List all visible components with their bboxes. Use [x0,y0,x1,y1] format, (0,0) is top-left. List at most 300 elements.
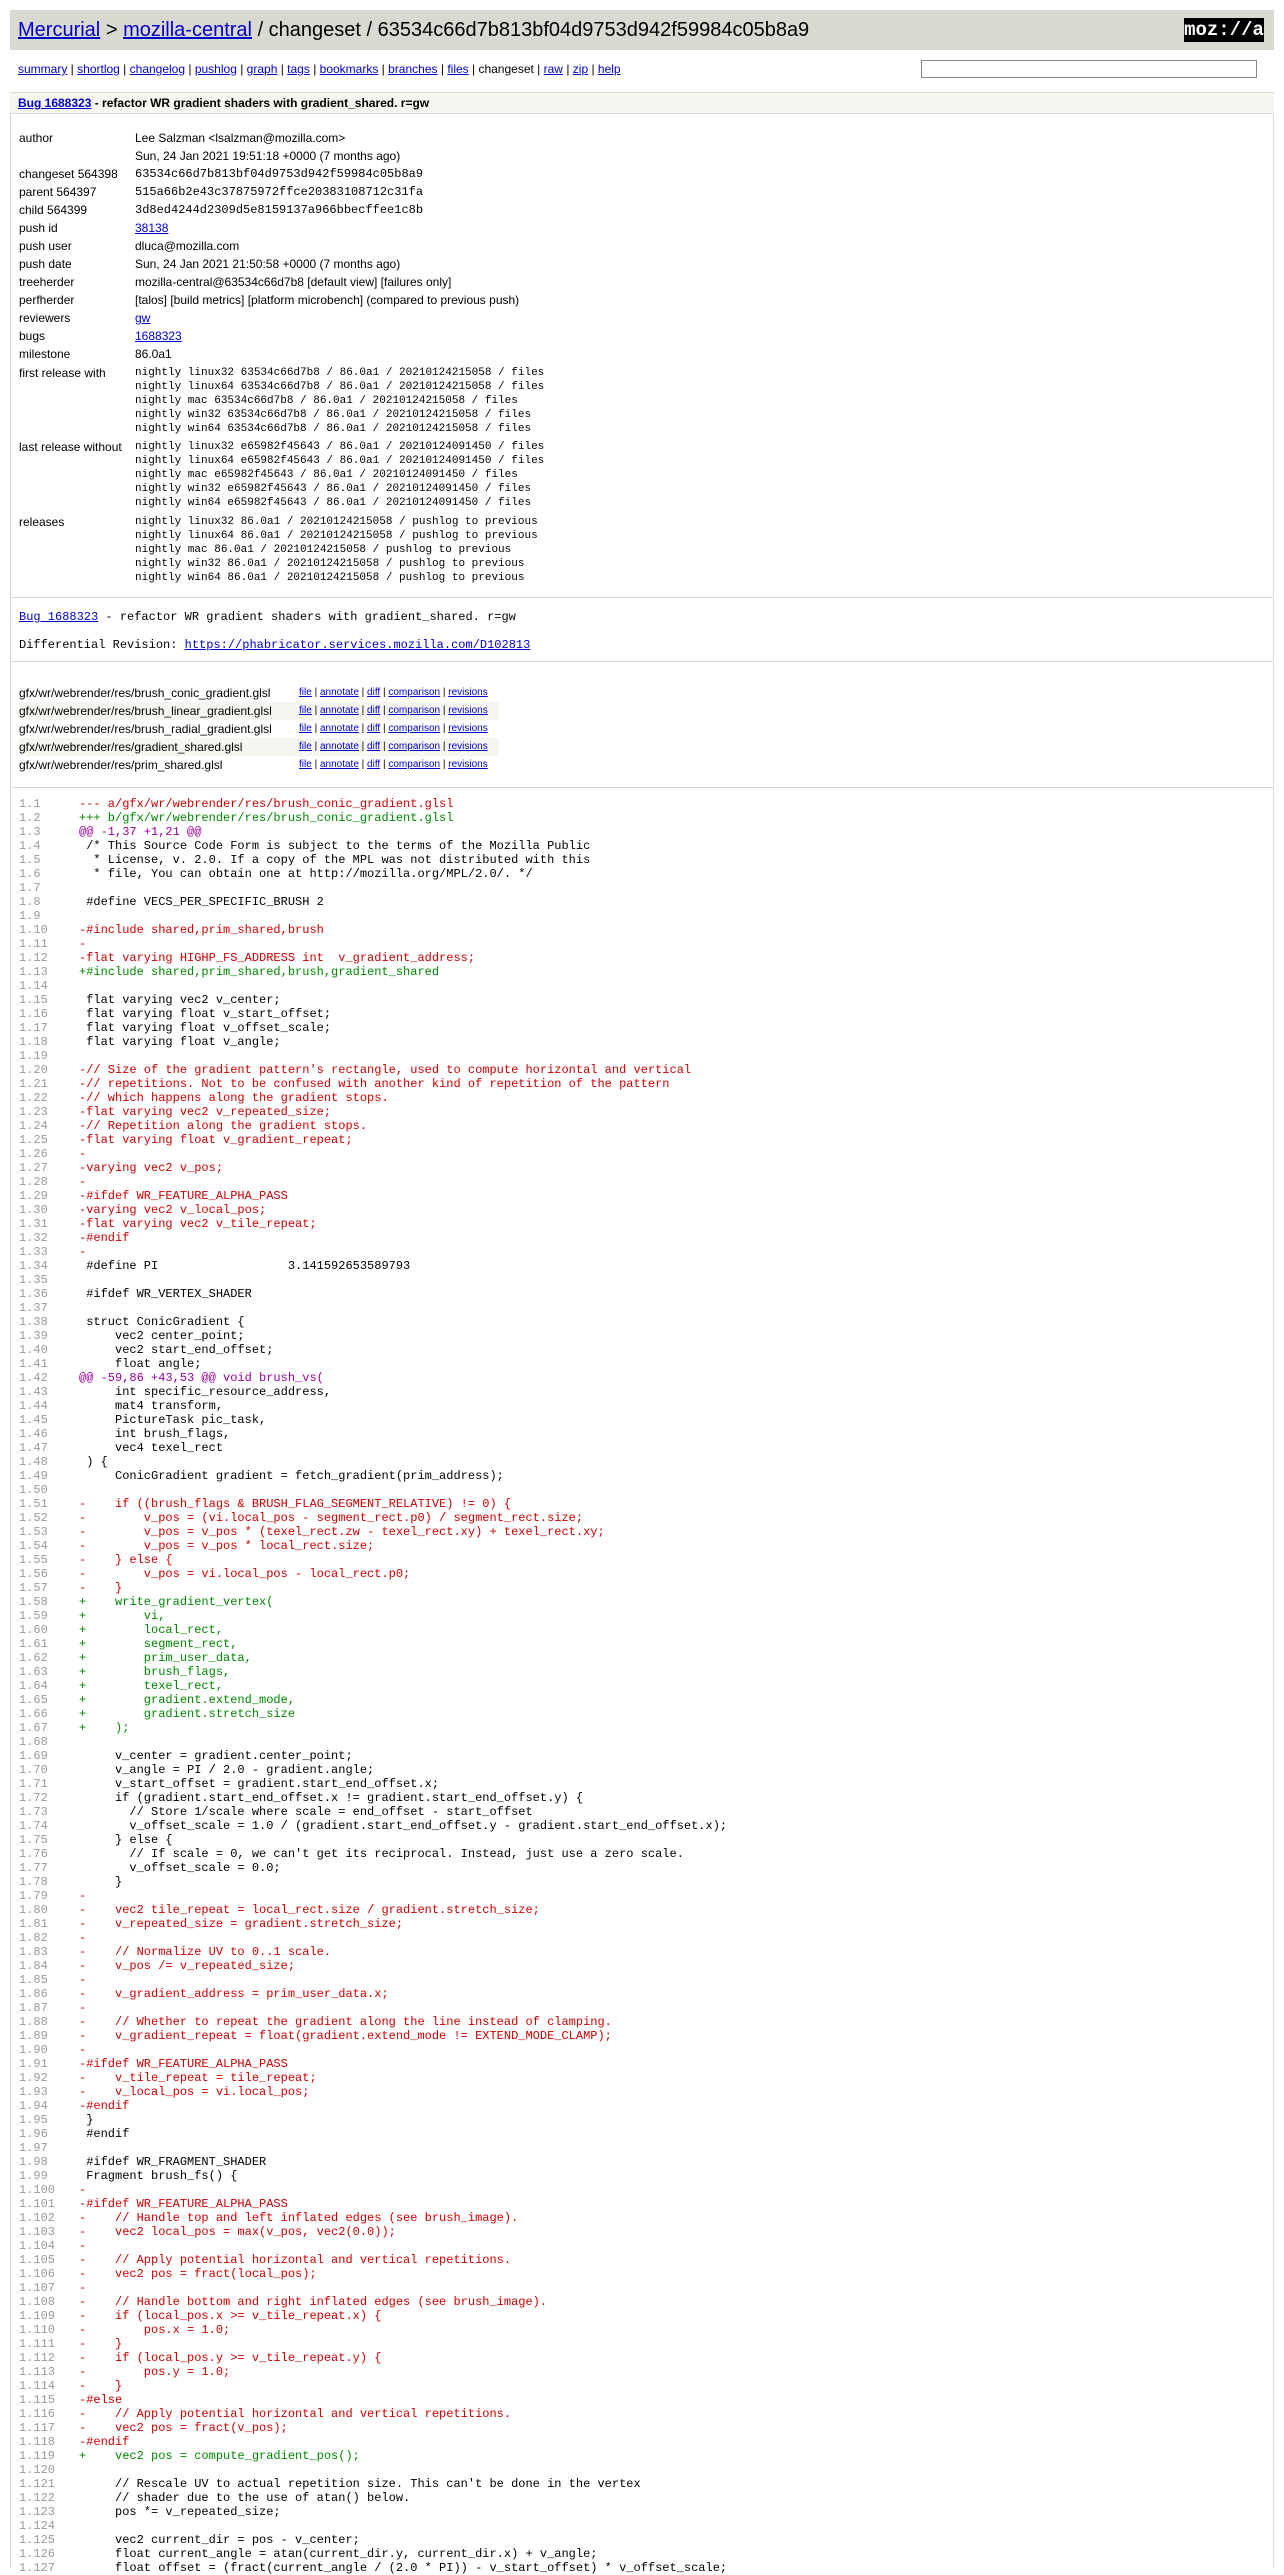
mozilla-logo[interactable]: moz://a [1184,19,1264,41]
search-input[interactable] [921,60,1257,78]
line-number[interactable]: 1.122 [19,2491,56,2505]
line-number[interactable]: 1.91 [19,2057,48,2071]
line-number[interactable]: 1.35 [19,1273,48,1287]
diff-line [19,965,727,979]
line-number[interactable]: 1.94 [19,2099,48,2113]
line-number[interactable]: 1.75 [19,1833,48,1847]
line-number[interactable]: 1.100 [19,2183,56,2197]
line-text: + local_rect, [79,1623,224,1637]
diff-line [19,1581,727,1595]
line-number[interactable]: 1.44 [19,1399,48,1413]
diff-line [19,1931,727,1945]
file-link-diff[interactable]: diff [367,687,381,698]
line-number[interactable]: 1.69 [19,1749,48,1763]
line-number[interactable]: 1.63 [19,1665,48,1679]
first-release-text: nightly win64 63534c66d7b8 / 86.0a1 / 20210124215058 / files [135,423,532,435]
line-number[interactable]: 1.120 [19,2463,56,2477]
nav-link-raw[interactable]: raw [543,62,563,76]
line-text: -varying vec2 v_local_pos; [79,1203,267,1217]
line-text: - [79,2001,87,2015]
meta-value[interactable]: 1688323 [135,329,182,343]
line-number[interactable]: 1.9 [19,909,41,923]
diff-line [19,1875,727,1889]
nav-link-bookmarks[interactable]: bookmarks [319,62,379,76]
diff-line [19,2505,727,2519]
file-link-comparison[interactable]: comparison [388,723,441,734]
page-header [10,10,1274,50]
diff-line [19,1413,727,1427]
subject-bug-link[interactable]: Bug 1688323 [18,96,92,110]
line-number[interactable]: 1.64 [19,1679,48,1693]
line-number[interactable]: 1.125 [19,2533,56,2547]
link-separator: | [380,723,389,734]
diff-line [19,1917,727,1931]
line-number[interactable]: 1.32 [19,1231,48,1245]
line-number[interactable]: 1.43 [19,1385,48,1399]
file-link-annotate[interactable]: annotate [319,723,359,734]
line-number[interactable]: 1.21 [19,1077,48,1091]
line-number[interactable]: 1.104 [19,2239,56,2253]
line-number[interactable]: 1.30 [19,1203,48,1217]
diff-line [19,2547,727,2561]
last-release-label: last release without [19,440,122,454]
line-text: -#include shared,prim_shared,brush [79,923,324,937]
line-number[interactable]: 1.77 [19,1861,48,1875]
file-link-comparison[interactable]: comparison [388,705,441,716]
line-number[interactable]: 1.49 [19,1469,48,1483]
line-text: // Store 1/scale where scale = end_offset - start_offset [79,1805,533,1819]
line-number[interactable]: 1.85 [19,1973,48,1987]
line-number[interactable]: 1.95 [19,2113,48,2127]
nav-link-tags[interactable]: tags [287,62,310,76]
line-number[interactable]: 1.102 [19,2211,56,2225]
line-text: - v_gradient_repeat = float(gradient.extend_mode != EXTEND_MODE_CLAMP); [79,2029,612,2043]
line-number[interactable]: 1.19 [19,1049,48,1063]
diff-line [19,2029,727,2043]
line-number[interactable]: 1.97 [19,2141,48,2155]
diff-line [19,2351,727,2365]
diff-line [19,1133,727,1147]
line-number[interactable]: 1.96 [19,2127,48,2141]
diff-line [19,2225,727,2239]
diff-line [19,2183,727,2197]
file-link-diff[interactable]: diff [367,741,381,752]
nav-link-summary[interactable]: summary [18,62,68,76]
title-separator: > [105,19,118,41]
line-number[interactable]: 1.57 [19,1581,48,1595]
file-link-file[interactable]: file [299,759,312,770]
line-number[interactable]: 1.17 [19,1021,48,1035]
line-number[interactable]: 1.101 [19,2197,56,2211]
line-number[interactable]: 1.16 [19,1007,48,1021]
releases-label: releases [19,515,65,529]
line-text: - [79,1147,87,1161]
line-number[interactable]: 1.66 [19,1707,48,1721]
file-link-file[interactable]: file [299,723,312,734]
line-number[interactable]: 1.31 [19,1217,48,1231]
file-link-file[interactable]: file [299,705,312,716]
diff-line [19,1343,727,1357]
line-number[interactable]: 1.117 [19,2421,56,2435]
repo-link[interactable]: mozilla-central [123,19,252,41]
meta-label: bugs [19,329,46,343]
line-number[interactable]: 1.28 [19,1175,48,1189]
line-number[interactable]: 1.103 [19,2225,56,2239]
line-number[interactable]: 1.92 [19,2071,48,2085]
line-number[interactable]: 1.87 [19,2001,48,2015]
file-link-annotate[interactable]: annotate [319,705,359,716]
line-number[interactable]: 1.79 [19,1889,48,1903]
meta-label: push user [19,239,72,253]
meta-value: 86.0a1 [135,347,172,361]
nav-link-graph[interactable]: graph [246,62,278,76]
line-number[interactable]: 1.114 [19,2379,56,2393]
line-number[interactable]: 1.115 [19,2393,56,2407]
line-number[interactable]: 1.111 [19,2337,56,2351]
diff-line [19,2477,727,2491]
differential-revision [19,638,530,652]
line-number[interactable]: 1.123 [19,2505,56,2519]
nav-separator: | [588,62,598,76]
diff-line [19,1945,727,1959]
line-number[interactable]: 1.65 [19,1693,48,1707]
line-number[interactable]: 1.10 [19,923,48,937]
line-text: + gradient.extend_mode, [79,1693,296,1707]
line-text: #define VECS_PER_SPECIFIC_BRUSH 2 [79,895,324,909]
diff-line [19,1651,727,1665]
nav-link-help[interactable]: help [597,62,621,76]
diff-line [19,951,727,965]
diff-line [19,2519,727,2533]
line-number[interactable]: 1.118 [19,2435,56,2449]
line-number[interactable]: 1.109 [19,2309,56,2323]
meta-value[interactable]: gw [135,311,151,325]
diff-line [19,1483,727,1497]
line-number[interactable]: 1.67 [19,1721,48,1735]
diff-line [19,2561,727,2575]
line-number[interactable]: 1.36 [19,1287,48,1301]
diff-line [19,2141,727,2155]
diff-line [19,1385,727,1399]
file-name: gfx/wr/webrender/res/prim_shared.glsl [19,758,223,772]
line-number[interactable]: 1.34 [19,1259,48,1273]
line-number[interactable]: 1.13 [19,965,48,979]
line-text: --- a/gfx/wr/webrender/res/brush_conic_gradient.glsl [79,797,454,811]
diff-line [19,1889,727,1903]
nav-link-files[interactable]: files [447,62,469,76]
diff-line [19,993,727,1007]
file-link-diff[interactable]: diff [367,723,381,734]
nav-link-changelog[interactable]: changelog [129,62,186,76]
link-separator: | [311,687,320,698]
line-text: -flat varying vec2 v_repeated_size; [79,1105,332,1119]
diff-line [19,2099,727,2113]
diff-line [19,1371,727,1385]
line-number[interactable]: 1.8 [19,895,41,909]
nav-separator: | [119,62,130,76]
nav-link-pushlog[interactable]: pushlog [194,62,237,76]
line-number[interactable]: 1.48 [19,1455,48,1469]
page-title [18,18,809,42]
line-number[interactable]: 1.62 [19,1651,48,1665]
file-link-comparison[interactable]: comparison [388,687,441,698]
line-text: - if (local_pos.x >= v_tile_repeat.x) { [79,2309,382,2323]
line-text: + ); [79,1721,130,1735]
diff-line [19,811,727,825]
line-number[interactable]: 1.119 [19,2449,56,2463]
nav-separator: | [378,62,389,76]
line-number[interactable]: 1.25 [19,1133,48,1147]
line-number[interactable]: 1.22 [19,1091,48,1105]
diff-line [19,2323,727,2337]
line-text: - [79,1245,87,1259]
file-link-file[interactable]: file [299,741,312,752]
line-text: - v_tile_repeat = tile_repeat; [79,2071,317,2085]
line-text [79,1483,86,1497]
line-text: -#endif [79,2099,130,2113]
line-text: flat varying vec2 v_center; [79,993,281,1007]
line-number[interactable]: 1.90 [19,2043,48,2057]
line-text: - vec2 pos = fract(v_pos); [79,2421,288,2435]
file-link-diff[interactable]: diff [367,759,381,770]
meta-value[interactable]: 38138 [135,221,169,235]
diff-line [19,1455,727,1469]
line-text: - v_pos = v_pos * local_rect.size; [79,1539,375,1553]
file-link-revisions[interactable]: revisions [448,759,488,770]
line-number[interactable]: 1.76 [19,1847,48,1861]
diff-line [19,2435,727,2449]
first-release-text: nightly linux32 63534c66d7b8 / 86.0a1 / 20210124215058 / files [135,367,545,379]
diff-line [19,2463,727,2477]
diff-line [19,2211,727,2225]
nav-link-zip[interactable]: zip [572,62,589,76]
line-number[interactable]: 1.51 [19,1497,48,1511]
line-number[interactable]: 1.55 [19,1553,48,1567]
line-number[interactable]: 1.112 [19,2351,56,2365]
line-text: /* This Source Code Form is subject to the terms of the Mozilla Public [79,839,591,853]
line-number[interactable]: 1.45 [19,1413,48,1427]
diff-line [19,1203,727,1217]
first-release-text: nightly linux64 63534c66d7b8 / 86.0a1 / 20210124215058 / files [135,381,545,393]
line-number[interactable]: 1.4 [19,839,41,853]
diff-line [19,1119,727,1133]
line-number[interactable]: 1.80 [19,1903,48,1917]
line-text: } else { [79,1833,173,1847]
line-number[interactable]: 1.113 [19,2365,56,2379]
line-number[interactable]: 1.38 [19,1315,48,1329]
line-number[interactable]: 1.41 [19,1357,48,1371]
line-number[interactable]: 1.12 [19,951,48,965]
line-number[interactable]: 1.5 [19,853,41,867]
file-link-comparison[interactable]: comparison [388,759,441,770]
line-number[interactable]: 1.6 [19,867,41,881]
line-text: #endif [79,2127,130,2141]
line-number[interactable]: 1.108 [19,2295,56,2309]
file-name: gfx/wr/webrender/res/brush_conic_gradient.glsl [19,686,271,700]
diff-line [19,1189,727,1203]
line-number[interactable]: 1.20 [19,1063,48,1077]
line-number[interactable]: 1.2 [19,811,41,825]
nav-separator: | [236,62,247,76]
line-number[interactable]: 1.29 [19,1189,48,1203]
link-separator: | [311,723,320,734]
line-number[interactable]: 1.18 [19,1035,48,1049]
line-number[interactable]: 1.72 [19,1791,48,1805]
nav-separator: | [309,62,320,76]
line-text: v_offset_scale = 0.0; [79,1861,281,1875]
diff-line [19,2253,727,2267]
line-number[interactable]: 1.58 [19,1595,48,1609]
file-link-revisions[interactable]: revisions [448,687,488,698]
line-number[interactable]: 1.40 [19,1343,48,1357]
line-number[interactable]: 1.37 [19,1301,48,1315]
line-number[interactable]: 1.78 [19,1875,48,1889]
line-number[interactable]: 1.39 [19,1329,48,1343]
diff-line [19,2533,727,2547]
line-number[interactable]: 1.47 [19,1441,48,1455]
line-text: -#endif [79,1231,130,1245]
line-number[interactable]: 1.52 [19,1511,48,1525]
line-number[interactable]: 1.27 [19,1161,48,1175]
line-number[interactable]: 1.98 [19,2155,48,2169]
link-separator: | [380,759,389,770]
line-text: mat4 transform, [79,1399,224,1413]
file-link-comparison[interactable]: comparison [388,741,441,752]
diff-line [19,1217,727,1231]
line-number[interactable]: 1.81 [19,1917,48,1931]
line-number[interactable]: 1.53 [19,1525,48,1539]
line-number[interactable]: 1.74 [19,1819,48,1833]
line-text: -#ifdef WR_FEATURE_ALPHA_PASS [79,2197,288,2211]
line-number[interactable]: 1.3 [19,825,41,839]
line-text: vec4 texel_rect [79,1441,224,1455]
line-number[interactable]: 1.70 [19,1763,48,1777]
diff-line [19,1301,727,1315]
diff-line [19,2001,727,2015]
link-separator: | [440,723,449,734]
line-number[interactable]: 1.127 [19,2561,56,2575]
line-text: - // Whether to repeat the gradient along the line instead of clamping. [79,2015,612,2029]
diff-line [19,2015,727,2029]
line-number[interactable]: 1.116 [19,2407,56,2421]
line-number[interactable]: 1.93 [19,2085,48,2099]
line-number[interactable]: 1.105 [19,2253,56,2267]
description-text: - refactor WR gradient shaders with gradient_shared. r=gw [98,610,516,624]
diff-line [19,1399,727,1413]
line-number[interactable]: 1.83 [19,1945,48,1959]
line-text: - } [79,2337,123,2351]
line-text [79,2519,86,2533]
line-number[interactable]: 1.82 [19,1931,48,1945]
line-text: - [79,1931,87,1945]
line-number[interactable]: 1.33 [19,1245,48,1259]
line-number[interactable]: 1.73 [19,1805,48,1819]
file-link-annotate[interactable]: annotate [319,741,359,752]
line-number[interactable]: 1.84 [19,1959,48,1973]
file-link-revisions[interactable]: revisions [448,705,488,716]
line-text: struct ConicGradient { [79,1315,245,1329]
line-number[interactable]: 1.15 [19,993,48,1007]
diff-line [19,909,727,923]
link-separator: | [311,705,320,716]
revision-link[interactable]: https://phabricator.services.mozilla.com/D102813 [184,638,531,652]
line-text: + gradient.stretch_size [79,1707,296,1721]
line-number[interactable]: 1.68 [19,1735,48,1749]
line-number[interactable]: 1.42 [19,1371,48,1385]
meta-value: Sun, 24 Jan 2021 21:50:58 +0000 (7 months ago) [135,257,401,271]
line-number[interactable]: 1.14 [19,979,48,993]
line-number[interactable]: 1.7 [19,881,41,895]
link-separator: | [358,705,368,716]
diff-line [19,1539,727,1553]
line-number[interactable]: 1.99 [19,2169,48,2183]
revision-label: Differential Revision: [19,638,185,652]
line-text [79,1735,86,1749]
line-number[interactable]: 1.61 [19,1637,48,1651]
file-link-revisions[interactable]: revisions [448,723,488,734]
line-number[interactable]: 1.124 [19,2519,56,2533]
diff-line [19,2309,727,2323]
file-link-file[interactable]: file [299,687,312,698]
line-text: - [79,2281,87,2295]
line-number[interactable]: 1.1 [19,797,41,811]
file-link-annotate[interactable]: annotate [319,687,359,698]
line-number[interactable]: 1.50 [19,1483,48,1497]
line-number[interactable]: 1.106 [19,2267,56,2281]
first-release-text: nightly win32 63534c66d7b8 / 86.0a1 / 20210124215058 / files [135,409,532,421]
mercurial-link[interactable]: Mercurial [18,19,101,41]
line-number[interactable]: 1.86 [19,1987,48,2001]
link-separator: | [440,687,449,698]
line-number[interactable]: 1.23 [19,1105,48,1119]
line-number[interactable]: 1.54 [19,1539,48,1553]
diff-line [19,1763,727,1777]
line-number[interactable]: 1.59 [19,1609,48,1623]
line-number[interactable]: 1.46 [19,1427,48,1441]
line-number[interactable]: 1.107 [19,2281,56,2295]
line-number[interactable]: 1.60 [19,1623,48,1637]
description-bug-link[interactable]: Bug 1688323 [19,610,99,624]
diff-line [19,1049,727,1063]
diff-line [19,2155,727,2169]
releases-text: nightly mac 86.0a1 / 20210124215058 / pushlog to previous [135,544,512,556]
line-number[interactable]: 1.56 [19,1567,48,1581]
line-number[interactable]: 1.126 [19,2547,56,2561]
diff-block [19,797,727,2575]
line-number[interactable]: 1.121 [19,2477,56,2491]
file-link-annotate[interactable]: annotate [319,759,359,770]
file-name: gfx/wr/webrender/res/brush_linear_gradient.glsl [19,704,272,718]
line-text: if (gradient.start_end_offset.x != gradient.start_end_offset.y) { [79,1791,584,1805]
diff-line [19,1469,727,1483]
nav-link-branches[interactable]: branches [388,62,438,76]
nav-link-shortlog[interactable]: shortlog [77,62,120,76]
diff-line [19,1315,727,1329]
diff-line [19,2379,727,2393]
line-number[interactable]: 1.89 [19,2029,48,2043]
diff-line [19,979,727,993]
file-link-revisions[interactable]: revisions [448,741,488,752]
line-number[interactable]: 1.11 [19,937,48,951]
line-number[interactable]: 1.24 [19,1119,48,1133]
line-number[interactable]: 1.110 [19,2323,56,2337]
diff-line [19,1063,727,1077]
line-number[interactable]: 1.26 [19,1147,48,1161]
line-text: +++ b/gfx/wr/webrender/res/brush_conic_gradient.glsl [79,811,454,825]
line-number[interactable]: 1.88 [19,2015,48,2029]
file-link-diff[interactable]: diff [367,705,381,716]
line-number[interactable]: 1.71 [19,1777,48,1791]
